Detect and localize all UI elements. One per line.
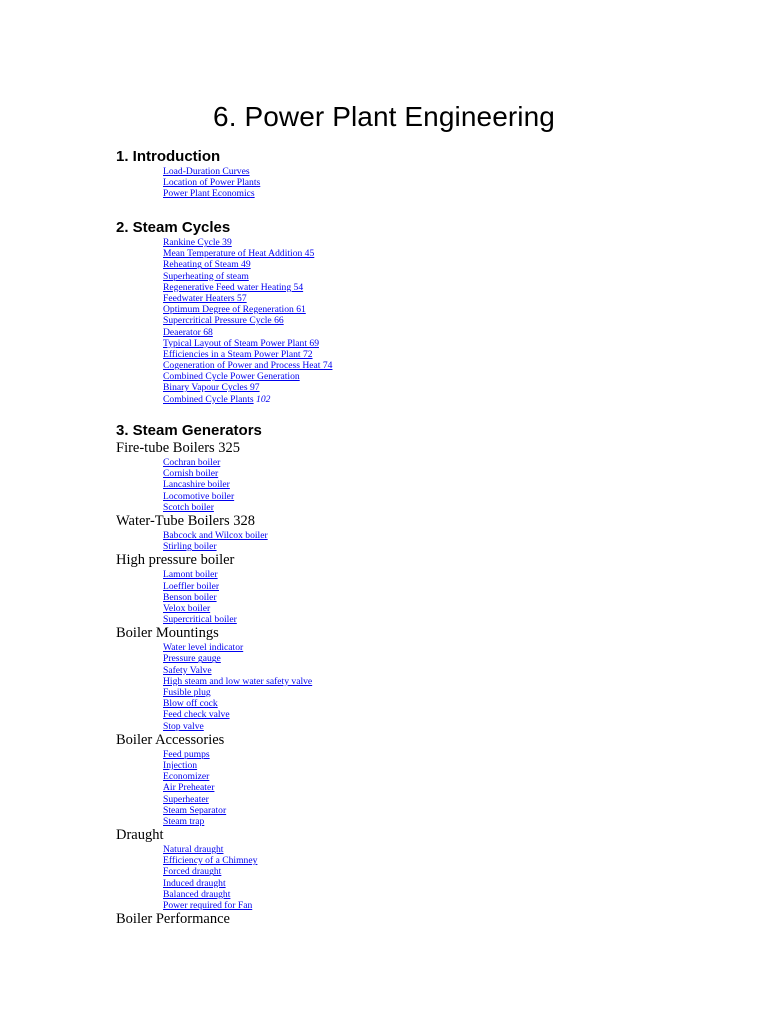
toc-link[interactable]: Feed pumps: [163, 748, 210, 760]
section-steam-generators: [116, 421, 716, 928]
list-item: [163, 816, 716, 827]
toc-link[interactable]: Deaerator 68: [163, 326, 213, 338]
list-item: [163, 581, 716, 592]
toc-link[interactable]: Natural draught: [163, 844, 224, 856]
toc-link[interactable]: Scotch boiler: [163, 501, 214, 513]
link-list: [116, 530, 716, 552]
list-item: [163, 166, 716, 177]
toc-link[interactable]: Cochran boiler: [163, 457, 221, 468]
toc-link[interactable]: Superheating of steam: [163, 270, 249, 282]
toc-link[interactable]: Load-Duration Curves: [163, 166, 250, 177]
toc-link[interactable]: High steam and low water safety valve: [163, 675, 313, 687]
link-list: [116, 642, 716, 732]
list-item: [163, 259, 716, 270]
list-item: [163, 900, 716, 911]
list-item: [163, 360, 716, 371]
document-title: 6. Power Plant Engineering: [213, 101, 555, 132]
link-list: [116, 166, 716, 200]
list-item: [163, 642, 716, 653]
list-item: [163, 676, 716, 687]
subgroup-heading: Fire-tube Boilers 325: [116, 440, 241, 456]
list-item: [163, 687, 716, 698]
toc-link[interactable]: Induced draught: [163, 877, 226, 889]
toc-link[interactable]: Combined Cycle Plants: [163, 393, 254, 405]
toc-link[interactable]: Feed check valve: [163, 709, 230, 721]
section-steam-cycles: [116, 218, 716, 405]
list-item: [163, 855, 716, 866]
toc-link[interactable]: Safety Valve: [163, 664, 212, 676]
toc-link[interactable]: Power required for Fan: [163, 900, 253, 911]
section-heading: 2. Steam Cycles: [116, 219, 231, 236]
toc-link[interactable]: Injection: [163, 759, 198, 771]
toc-link[interactable]: Pressure gauge: [163, 653, 221, 665]
toc-link[interactable]: Typical Layout of Steam Power Plant 69: [163, 337, 319, 349]
list-item: [163, 188, 716, 199]
toc-link[interactable]: Velox boiler: [163, 602, 211, 614]
list-item: [163, 394, 716, 405]
list-item: [163, 371, 716, 382]
list-item: [163, 721, 716, 732]
list-item: [163, 866, 716, 877]
list-item: [163, 889, 716, 900]
subgroup-heading: Boiler Performance: [116, 911, 230, 928]
link-list: [116, 844, 716, 911]
list-item: [163, 653, 716, 664]
list-item: [163, 315, 716, 326]
link-list: [116, 237, 716, 405]
toc-link[interactable]: Regenerative Feed water Heating 54: [163, 281, 304, 293]
subgroup-heading: High pressure boiler: [116, 552, 235, 569]
toc-link[interactable]: Binary Vapour Cycles 97: [163, 382, 260, 394]
list-item: [163, 293, 716, 304]
list-item: [163, 844, 716, 855]
subgroup-heading: Boiler Mountings: [116, 625, 219, 642]
toc-link[interactable]: Efficiency of a Chimney: [163, 855, 258, 867]
toc-link[interactable]: Supercritical boiler: [163, 614, 237, 626]
list-item: [163, 794, 716, 805]
toc-link[interactable]: Supercritical Pressure Cycle 66: [163, 315, 284, 327]
toc-link[interactable]: Steam Separator: [163, 804, 227, 816]
toc-link[interactable]: Optimum Degree of Regeneration 61: [163, 304, 306, 316]
list-item: [163, 709, 716, 720]
list-item: [163, 749, 716, 760]
toc-link[interactable]: Stop valve: [163, 720, 204, 732]
list-item: [163, 304, 716, 315]
toc-link[interactable]: Superheater: [163, 793, 209, 805]
list-item: [163, 271, 716, 282]
list-item: [163, 541, 716, 552]
toc-link[interactable]: Babcock and Wilcox boiler: [163, 529, 268, 541]
section-heading: 1. Introduction: [116, 148, 221, 165]
subgroup-heading: Boiler Accessories: [116, 731, 225, 748]
toc-link[interactable]: Blow off cock: [163, 698, 218, 710]
toc-link[interactable]: Reheating of Steam 49: [163, 259, 251, 271]
toc-link[interactable]: Efficiencies in a Steam Power Plant 72: [163, 348, 313, 360]
list-item: [163, 782, 716, 793]
list-item: [163, 760, 716, 771]
toc-link[interactable]: Feedwater Heaters 57: [163, 292, 247, 304]
toc-link[interactable]: Combined Cycle Power Generation: [163, 371, 300, 383]
toc-link[interactable]: Rankine Cycle 39: [163, 237, 232, 248]
list-item: [163, 805, 716, 816]
list-item: [163, 468, 716, 479]
list-item: [163, 491, 716, 502]
toc-link[interactable]: Steam trap: [163, 815, 205, 827]
toc-link[interactable]: Benson boiler: [163, 591, 217, 603]
toc-link[interactable]: Locomotive boiler: [163, 490, 235, 502]
toc-link[interactable]: Loeffler boiler: [163, 580, 220, 592]
section-introduction: [116, 147, 716, 200]
toc-link[interactable]: Economizer: [163, 771, 210, 783]
toc-link[interactable]: Cogeneration of Power and Process Heat 74: [163, 360, 333, 372]
list-item: [163, 327, 716, 338]
toc-link[interactable]: Stirling boiler: [163, 541, 217, 553]
list-item: [163, 614, 716, 625]
list-item: [163, 569, 716, 580]
link-list: [116, 749, 716, 827]
link-list: [116, 569, 716, 625]
section-heading: 3. Steam Generators: [116, 422, 262, 439]
list-item: [163, 502, 716, 513]
list-item: [163, 382, 716, 393]
list-item: [163, 248, 716, 259]
list-item: [163, 177, 716, 188]
toc-link[interactable]: Cornish boiler: [163, 468, 219, 480]
toc-link[interactable]: Power Plant Economics: [163, 188, 255, 200]
list-item: [163, 878, 716, 889]
toc-link[interactable]: Balanced draught: [163, 888, 231, 900]
toc-link[interactable]: Lancashire boiler: [163, 479, 230, 491]
list-item: [163, 457, 716, 468]
list-item: [163, 771, 716, 782]
page-number: 102: [256, 393, 271, 405]
list-item: [163, 349, 716, 360]
list-item: [163, 338, 716, 349]
subgroup-heading: Draught: [116, 827, 164, 844]
toc-link[interactable]: Fusible plug: [163, 687, 211, 698]
list-item: [163, 665, 716, 676]
toc-link[interactable]: Water level indicator: [163, 642, 244, 654]
link-list: [116, 457, 716, 513]
list-item: [163, 698, 716, 709]
list-item: [163, 282, 716, 293]
toc-link[interactable]: Mean Temperature of Heat Addition 45: [163, 248, 315, 260]
list-item: [163, 479, 716, 490]
subgroup-heading: Water-Tube Boilers 328: [116, 512, 255, 529]
toc-link[interactable]: Location of Power Plants: [163, 177, 261, 189]
toc-link[interactable]: Forced draught: [163, 866, 222, 878]
toc-link[interactable]: Lamont boiler: [163, 569, 218, 581]
list-item: [163, 592, 716, 603]
toc-link[interactable]: Air Preheater: [163, 782, 215, 794]
list-item: [163, 237, 716, 248]
list-item: [163, 603, 716, 614]
list-item: [163, 530, 716, 541]
